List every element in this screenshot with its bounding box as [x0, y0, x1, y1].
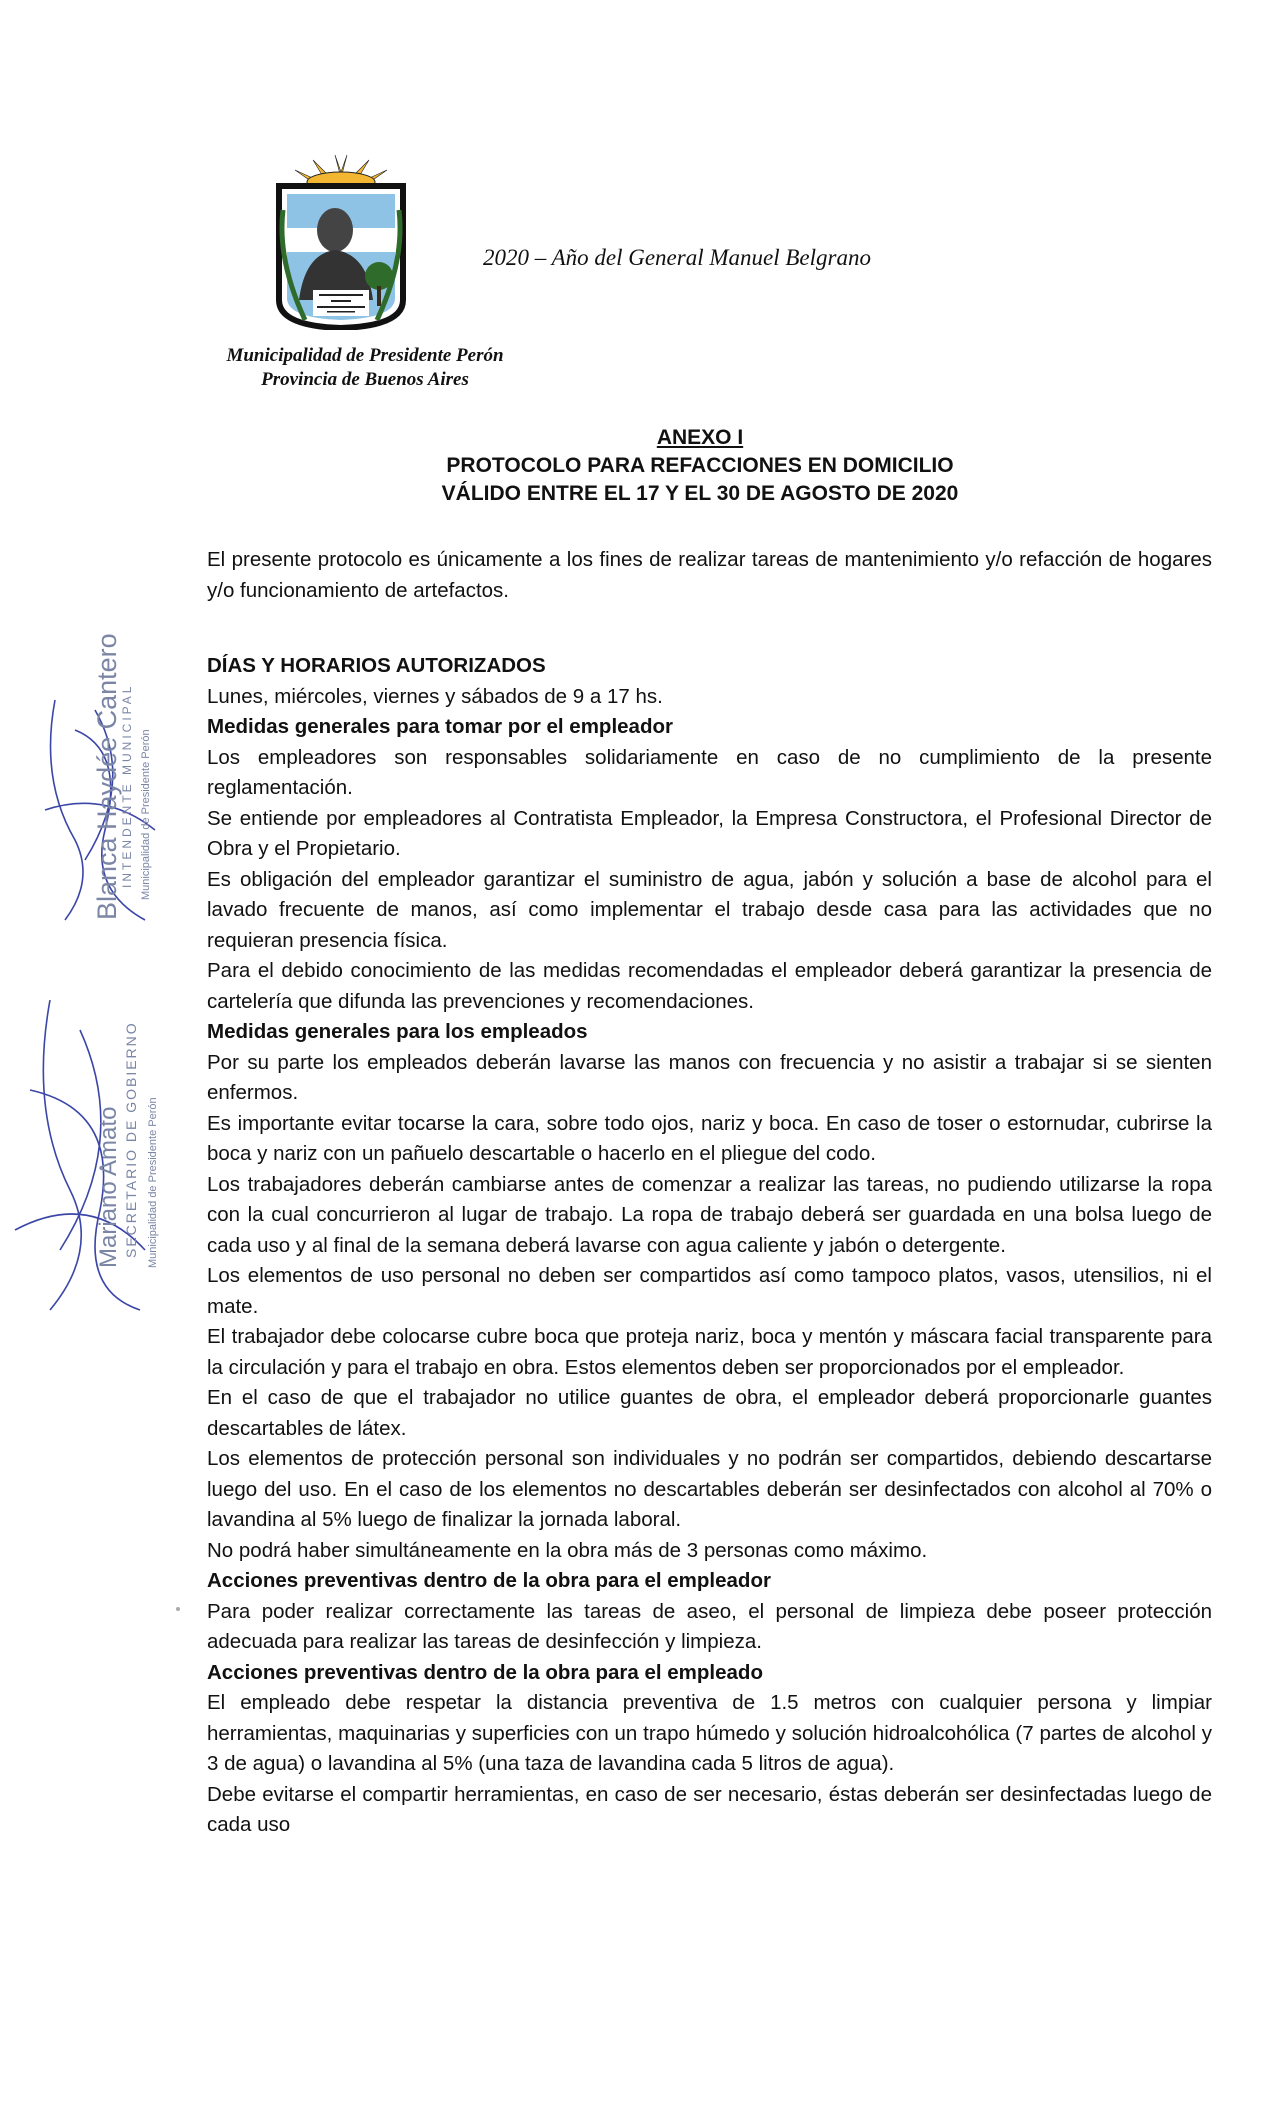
paragraph: Por su parte los empleados deberán lavarse las manos con frecuencia y no asistir a trabajar si se sienten enfermos.	[207, 1050, 1212, 1104]
paragraph: El trabajador debe colocarse cubre boca que proteja nariz, boca y mentón y máscara facial transparente para la circulación y para el trabajo en obra. Estos elementos deben ser proporcionados por el empleador.	[207, 1325, 1212, 1379]
title-line-1: PROTOCOLO PARA REFACCIONES EN DOMICILIO	[446, 454, 954, 477]
stamp-intendente-role: INTENDENTE MUNICIPAL	[120, 683, 134, 888]
paragraph: Para el debido conocimiento de las medidas recomendadas el empleador deberá garantizar la presencia de cartelería que difunda las prevenciones y recomendaciones.	[207, 959, 1212, 1013]
paragraph: Los elementos de protección personal son individuales y no podrán ser compartidos, debiendo descartarse luego del uso. En el caso de los elementos no descartables deberán ser desinfectados con alcohol al 70% o lavandina al 5% luego de finalizar la jornada laboral.	[207, 1447, 1212, 1531]
paragraph: En el caso de que el trabajador no utilice guantes de obra, el empleador deberá proporcionarle guantes descartables de látex.	[207, 1386, 1212, 1440]
title-line-2: VÁLIDO ENTRE EL 17 Y EL 30 DE AGOSTO DE 2020	[441, 482, 959, 505]
section-heading-prev-empleador: Acciones preventivas dentro de la obra para el empleador	[207, 1569, 771, 1592]
year-motto: 2020 – Año del General Manuel Belgrano	[483, 245, 871, 270]
paragraph: Para poder realizar correctamente las tareas de aseo, el personal de limpieza debe poseer protección adecuada para realizar las tareas de desinfección y limpieza.	[207, 1599, 1212, 1653]
paragraph: Es importante evitar tocarse la cara, sobre todo ojos, nariz y boca. En caso de toser o estornudar, cubrirse la boca y nariz con un pañuelo descartable o hacerlo en el pliegue del codo.	[207, 1111, 1212, 1165]
paragraph: Los trabajadores deberán cambiarse antes de comenzar a realizar las tareas, no pudiendo utilizarse la ropa con la cual concurrieron al lugar de trabajo. La ropa de trabajo deberá ser guardada en una bolsa luego de cada uso y al final de la semana deberá lavarse con agua caliente y jabón o detergente.	[207, 1172, 1212, 1257]
document-body	[207, 545, 1212, 1841]
section-heading-horarios: DÍAS Y HORARIOS AUTORIZADOS	[207, 654, 546, 677]
paragraph: No podrá haber simultáneamente en la obra más de 3 personas como máximo.	[207, 1538, 928, 1562]
municipality-heading	[205, 344, 525, 392]
paragraph: Se entiende por empleadores al Contratista Empleador, la Empresa Constructora, el Profesional Director de Obra y el Propietario.	[207, 806, 1212, 860]
section-heading-prev-empleado: Acciones preventivas dentro de la obra para el empleado	[207, 1660, 763, 1684]
paragraph: El empleado debe respetar la distancia preventiva de 1.5 metros con cualquier persona y limpiar herramientas, maquinarias y superficies con un trapo húmedo y solución hidroalcohólica (7 partes de alcohol y 3 de agua) o lavandina al 5% (una taza de lavandina cada 5 litros de agua).	[207, 1691, 1212, 1775]
paragraph: Es obligación del empleador garantizar el suministro de agua, jabón y solución a base de alcohol para el lavado frecuente de manos, así como implementar el trabajo desde casa para las actividades que no requieran presencia física.	[207, 867, 1212, 952]
section-heading-empleador: Medidas generales para tomar por el empleador	[207, 715, 673, 738]
stamp-intendente-org: Municipalidad de Presidente Perón	[140, 729, 152, 900]
municipality-name: Municipalidad de Presidente Perón	[226, 345, 504, 366]
paragraph: Debe evitarse el compartir herramientas, en caso de ser necesario, éstas deberán ser desinfectadas luego de cada uso	[207, 1782, 1212, 1836]
stamp-secretario-name: Mariano Amato	[95, 1106, 122, 1268]
intro-paragraph: El presente protocolo es únicamente a los fines de realizar tareas de mantenimiento y/o refacción de hogares y/o funcionamiento de artefactos.	[207, 548, 1212, 602]
document-title	[360, 424, 1040, 508]
paragraph: Lunes, miércoles, viernes y sábados de 9 a 17 hs.	[207, 684, 663, 708]
stamp-intendente-name: Blanca Haydée Cantero	[92, 633, 122, 920]
paragraph: Los empleadores son responsables solidariamente en caso de no cumplimiento de la presente reglamentación.	[207, 745, 1212, 799]
stamp-secretario-org: Municipalidad de Presidente Perón	[147, 1097, 159, 1268]
margin-mark	[176, 1607, 180, 1611]
paragraph: Los elementos de uso personal no deben ser compartidos así como tampoco platos, vasos, utensilios, ni el mate.	[207, 1264, 1212, 1318]
section-heading-empleados: Medidas generales para los empleados	[207, 1020, 588, 1043]
province-name: Provincia de Buenos Aires	[261, 369, 469, 390]
stamp-secretario-role: SECRETARIO DE GOBIERNO	[123, 1021, 139, 1258]
anexo-label: ANEXO I	[656, 426, 744, 449]
municipal-crest-icon	[275, 150, 407, 330]
